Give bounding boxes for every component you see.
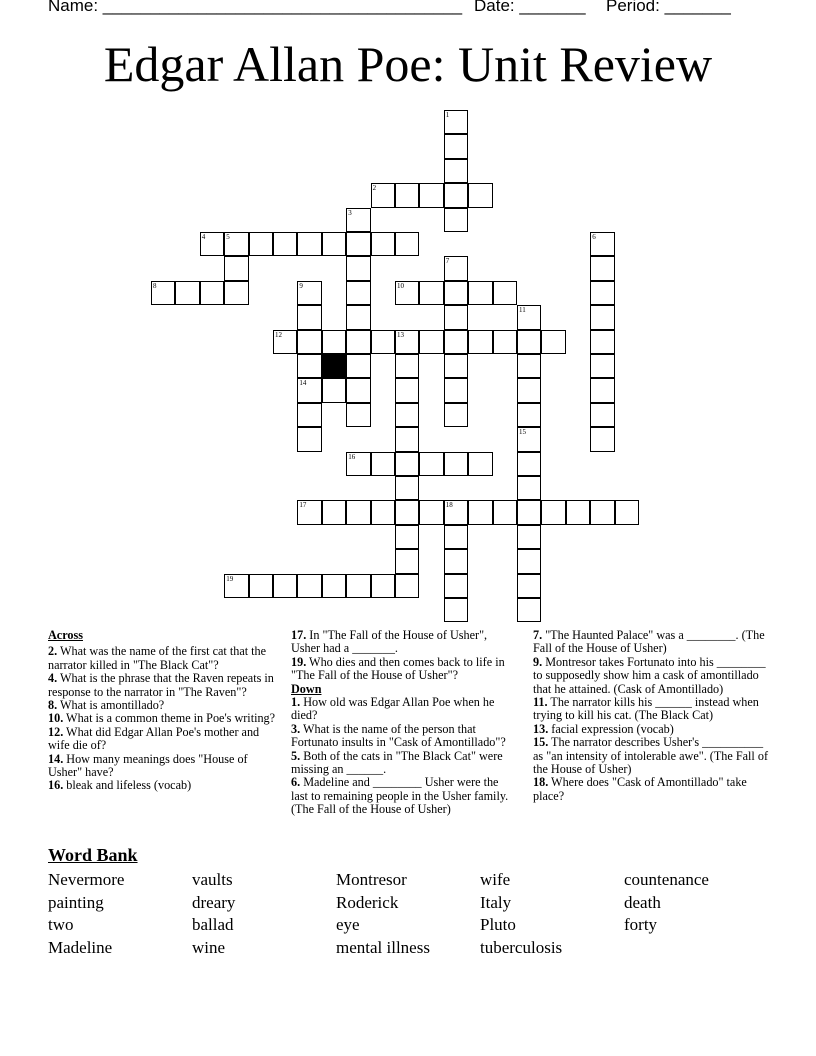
crossword-cell[interactable] [517,452,541,476]
word-bank-item: countenance [624,870,709,889]
word-bank-item: Italy [480,892,512,912]
crossword-cell[interactable] [468,330,492,354]
down-list [291,696,516,817]
crossword-cell[interactable] [200,281,224,305]
crossword-cell[interactable] [322,330,346,354]
crossword-cell[interactable] [517,574,541,598]
crossword-cell[interactable] [371,330,395,354]
clue-text: bleak and lifeless (vocab) [63,778,192,793]
down-clue-9 [533,656,771,696]
crossword-cell[interactable] [297,378,321,402]
clue-text: The narrator kills his ______ instead when trying to kill his cat. (The Black Cat) [533,695,759,723]
crossword-cell[interactable] [395,525,419,549]
crossword-cell[interactable] [444,134,468,158]
clue-text: Who dies and then comes back to life in "The Fall of the House of Usher"? [291,654,505,683]
crossword-cell[interactable] [322,378,346,402]
crossword-cell[interactable] [395,183,419,207]
across-clue-19 [291,656,516,683]
crossword-cell[interactable] [346,232,370,256]
clue-text: What is the name of the person that Fortunato insults in "Cask of Amontillado"? [291,721,506,750]
crossword-cell[interactable] [395,378,419,402]
crossword-cell[interactable] [517,427,541,451]
crossword-cell[interactable] [517,549,541,573]
word-bank-item: dreary [192,892,236,912]
crossword-cell[interactable] [346,354,370,378]
across-clues [48,629,280,793]
crossword-cell[interactable] [322,574,346,598]
crossword-cell[interactable] [615,500,639,524]
crossword-cell[interactable] [346,574,370,598]
crossword-cell[interactable] [444,452,468,476]
word-bank-item: tuberculosis [480,937,563,957]
crossword-cell[interactable] [468,452,492,476]
crossword-cell[interactable] [249,232,273,256]
down-list-continued [533,629,771,803]
crossword-cell[interactable] [444,183,468,207]
crossword-cell[interactable] [297,427,321,451]
word-bank-column [480,869,562,959]
crossword-cell[interactable] [395,500,419,524]
clue-number: 14. [48,751,64,766]
clue-text: Madeline and ________ Usher were the last to remaining people in the Usher family. (The Fall of the House of Usher) [291,775,509,817]
crossword-cell[interactable] [371,574,395,598]
clue-number: 19 [226,574,234,583]
clue-number: 12. [48,724,64,739]
word-bank-item: forty [624,915,658,934]
word-bank-column [48,869,124,959]
crossword-cell[interactable] [297,330,321,354]
clue-number: 7. [533,628,543,642]
crossword-cell[interactable] [444,500,468,524]
crossword-cell[interactable] [273,574,297,598]
clue-text: How many meanings does "House of Usher" have? [48,751,248,780]
word-bank-title: Word Bank [48,845,138,865]
clue-number: 18. [533,775,549,790]
word-bank-item: death [624,892,661,912]
word-bank-item: painting [48,892,104,912]
clue-number: 1 [445,111,450,119]
crossword-cell[interactable] [468,183,492,207]
clue-number: 8 [153,281,157,290]
down-clue-3 [291,723,516,750]
clue-number: 6. [291,775,301,790]
crossword-cell[interactable] [273,330,297,354]
page-title: Edgar Allan Poe: Unit Review [103,36,713,92]
crossword-cell[interactable] [371,500,395,524]
clue-text: How old was Edgar Allan Poe when he died? [291,695,495,723]
crossword-cell[interactable] [224,574,248,598]
crossword-cell[interactable] [541,330,565,354]
crossword-cell[interactable] [297,232,321,256]
down-clue-7 [533,629,771,656]
crossword-cell[interactable] [419,281,443,305]
down-clue-11 [533,696,771,723]
crossword-cell[interactable] [175,281,199,305]
crossword-cell[interactable] [395,232,419,256]
crossword-cell[interactable] [297,574,321,598]
crossword-cell[interactable] [468,500,492,524]
crossword-cell[interactable] [444,525,468,549]
across-clue-12 [48,726,280,753]
crossword-cell[interactable] [517,403,541,427]
crossword-cell[interactable] [371,452,395,476]
crossword-cell[interactable] [444,598,468,622]
word-bank-item: Madeline [48,937,113,957]
crossword-cell[interactable] [395,427,419,451]
crossword-cell[interactable] [346,500,370,524]
crossword-cell[interactable] [517,476,541,500]
crossword-cell[interactable] [371,183,395,207]
clue-text: What is a common theme in Poe's writing? [63,711,276,726]
crossword-cell[interactable] [590,305,614,329]
crossword-cell[interactable] [493,500,517,524]
clue-number: 18 [445,501,453,510]
crossword-cell[interactable] [346,305,370,329]
clue-number: 4. [48,671,58,686]
crossword-cell[interactable] [444,256,468,280]
clue-text: What is the phrase that the Raven repeats in response to the narrator in "The Raven"? [48,671,274,699]
crossword-cell[interactable] [322,232,346,256]
crossword-cell[interactable] [444,305,468,329]
crossword-cell[interactable] [395,281,419,305]
clue-number: 12 [275,330,282,339]
across-clue-16 [48,779,280,792]
clue-text: The narrator describes Usher's __________ as "an intensity of intolerable awe". (The Fall of the House of Usher) [533,735,769,777]
crossword-cell[interactable] [395,549,419,573]
crossword-cell[interactable] [297,354,321,378]
clue-number: 10 [397,281,404,290]
across-clue-8 [48,699,280,712]
crossword-cell[interactable] [297,305,321,329]
clue-number: 5. [291,748,301,763]
crossword-cell[interactable] [590,378,614,402]
clue-number: 13. [533,721,549,736]
crossword-black-cell [322,354,346,378]
crossword-cell[interactable] [346,330,370,354]
down-clue-18 [533,776,771,803]
crossword-cell[interactable] [200,232,224,256]
crossword-cell[interactable] [395,476,419,500]
crossword-cell[interactable] [419,183,443,207]
clue-number: 11. [533,695,548,710]
word-bank-item: wine [192,937,226,957]
crossword-cell[interactable] [395,354,419,378]
crossword-cell[interactable] [517,378,541,402]
across-clue-4 [48,672,280,699]
crossword-cell[interactable] [297,403,321,427]
crossword-cell[interactable] [419,500,443,524]
word-bank-item: two [48,915,74,934]
crossword-cell[interactable] [297,281,321,305]
crossword-cell[interactable] [249,574,273,598]
across-down-column [291,629,516,817]
crossword-cell[interactable] [224,281,248,305]
clue-number: 3 [348,208,352,217]
crossword-cell[interactable] [419,452,443,476]
crossword-cell[interactable] [444,281,468,305]
across-list-continued [291,629,516,683]
crossword-cell[interactable] [493,330,517,354]
down-clue-1 [291,696,516,723]
clue-number: 17 [299,501,307,510]
clue-text: What was the name of the first cat that the narrator killed in "The Black Cat"? [48,644,267,672]
across-clue-17 [291,629,516,656]
crossword-cell[interactable] [297,500,321,524]
clue-number: 9 [299,281,303,290]
word-bank-item: Nevermore [48,870,125,889]
crossword-cell[interactable] [590,403,614,427]
word-bank-item: Roderick [336,892,399,912]
clue-number: 15 [519,428,526,437]
clue-number: 13 [397,330,404,339]
crossword-cell[interactable] [151,281,175,305]
clue-number: 10. [48,711,64,726]
clue-number: 2. [48,644,58,659]
crossword-cell[interactable] [322,500,346,524]
clue-number: 5 [226,233,230,241]
clue-number: 17. [291,628,307,642]
crossword-cell[interactable] [444,403,468,427]
crossword-cell[interactable] [590,281,614,305]
crossword-cell[interactable] [346,281,370,305]
down-clue-5 [291,750,516,777]
down-clues-continued [533,629,771,803]
across-clue-10 [48,712,280,725]
crossword-cell[interactable] [395,403,419,427]
crossword-cell[interactable] [395,330,419,354]
crossword-cell[interactable] [224,256,248,280]
crossword-cell[interactable] [517,500,541,524]
crossword-cell[interactable] [444,378,468,402]
clue-number: 3. [291,721,301,736]
word-bank-item: Montresor [336,870,407,889]
clue-number: 16 [348,452,356,461]
word-bank-item: ballad [192,915,234,934]
word-bank-item: mental illness [336,937,430,957]
clue-text: "The Haunted Palace" was a ________. (The Fall of the House of Usher) [533,628,765,656]
crossword-cell[interactable] [444,330,468,354]
name-field[interactable]: Name: ______________________________________ [48,0,463,15]
clue-number: 11 [519,306,526,315]
crossword-cell[interactable] [224,232,248,256]
clue-number: 14 [299,379,307,388]
clue-number: 7 [445,257,450,266]
clue-text: Where does "Cask of Amontillado" take place? [533,775,747,803]
crossword-cell[interactable] [468,281,492,305]
clue-number: 1. [291,695,301,710]
crossword-cell[interactable] [590,232,614,256]
crossword-cell[interactable] [346,452,370,476]
clue-number: 8. [48,698,58,713]
word-bank-column [624,869,709,937]
clue-text: Montresor takes Fortunato into his ________ to supposedly show him a cask of amontillado that he attained. (Cask of Amontillado) [533,654,766,696]
crossword-cell[interactable] [346,256,370,280]
clue-number: 2 [372,184,377,193]
crossword-cell[interactable] [444,549,468,573]
clue-text: What is amontillado? [57,698,165,713]
down-clue-13 [533,723,771,736]
crossword-cell[interactable] [541,500,565,524]
clue-number: 9. [533,654,543,669]
crossword-cell[interactable] [444,159,468,183]
crossword-cell[interactable] [419,330,443,354]
crossword-cell[interactable] [346,378,370,402]
crossword-cell[interactable] [346,403,370,427]
clue-text: What did Edgar Allan Poe's mother and wife die of? [48,724,260,753]
crossword-cell[interactable] [517,525,541,549]
down-clue-15 [533,736,771,776]
clue-number: 4 [201,233,206,241]
word-bank-item: vaults [192,870,233,889]
period-field[interactable]: Period: _______ [606,0,731,15]
clue-text: Both of the cats in "The Black Cat" were missing an ______. [291,748,503,777]
crossword-cell[interactable] [517,305,541,329]
clue-text: facial expression (vocab) [548,721,674,736]
across-clue-2 [48,645,280,672]
down-heading: Down [291,681,322,696]
word-bank-item: wife [480,870,511,889]
crossword-cell[interactable] [517,330,541,354]
down-clue-6 [291,776,516,816]
crossword-cell[interactable] [444,110,468,134]
crossword-cell[interactable] [444,354,468,378]
across-list [48,645,280,792]
crossword-cell[interactable] [371,232,395,256]
word-bank-item: eye [336,915,360,934]
crossword-cell[interactable] [590,500,614,524]
crossword-cell[interactable] [273,232,297,256]
across-heading: Across [48,628,83,642]
word-bank-column [336,869,430,959]
clue-number: 19. [291,654,307,669]
crossword-cell[interactable] [517,598,541,622]
crossword-cell[interactable] [590,256,614,280]
word-bank-column [192,869,235,959]
clue-text: In "The Fall of the House of Usher", Usher had a _______. [291,628,488,656]
crossword-cell[interactable] [517,354,541,378]
crossword-cell[interactable] [346,208,370,232]
crossword-cell[interactable] [590,427,614,451]
clue-number: 6 [592,233,596,241]
crossword-cell[interactable] [590,354,614,378]
crossword-cell[interactable] [493,281,517,305]
clue-number: 16. [48,778,64,793]
word-bank-item: Pluto [480,915,516,934]
crossword-cell[interactable] [395,452,419,476]
crossword-cell[interactable] [444,208,468,232]
clue-number: 15. [533,735,549,750]
crossword-cell[interactable] [395,574,419,598]
crossword-cell[interactable] [590,330,614,354]
crossword-cell[interactable] [444,574,468,598]
crossword-cell[interactable] [566,500,590,524]
across-clue-14 [48,753,280,780]
date-field[interactable]: Date: _______ [474,0,586,15]
